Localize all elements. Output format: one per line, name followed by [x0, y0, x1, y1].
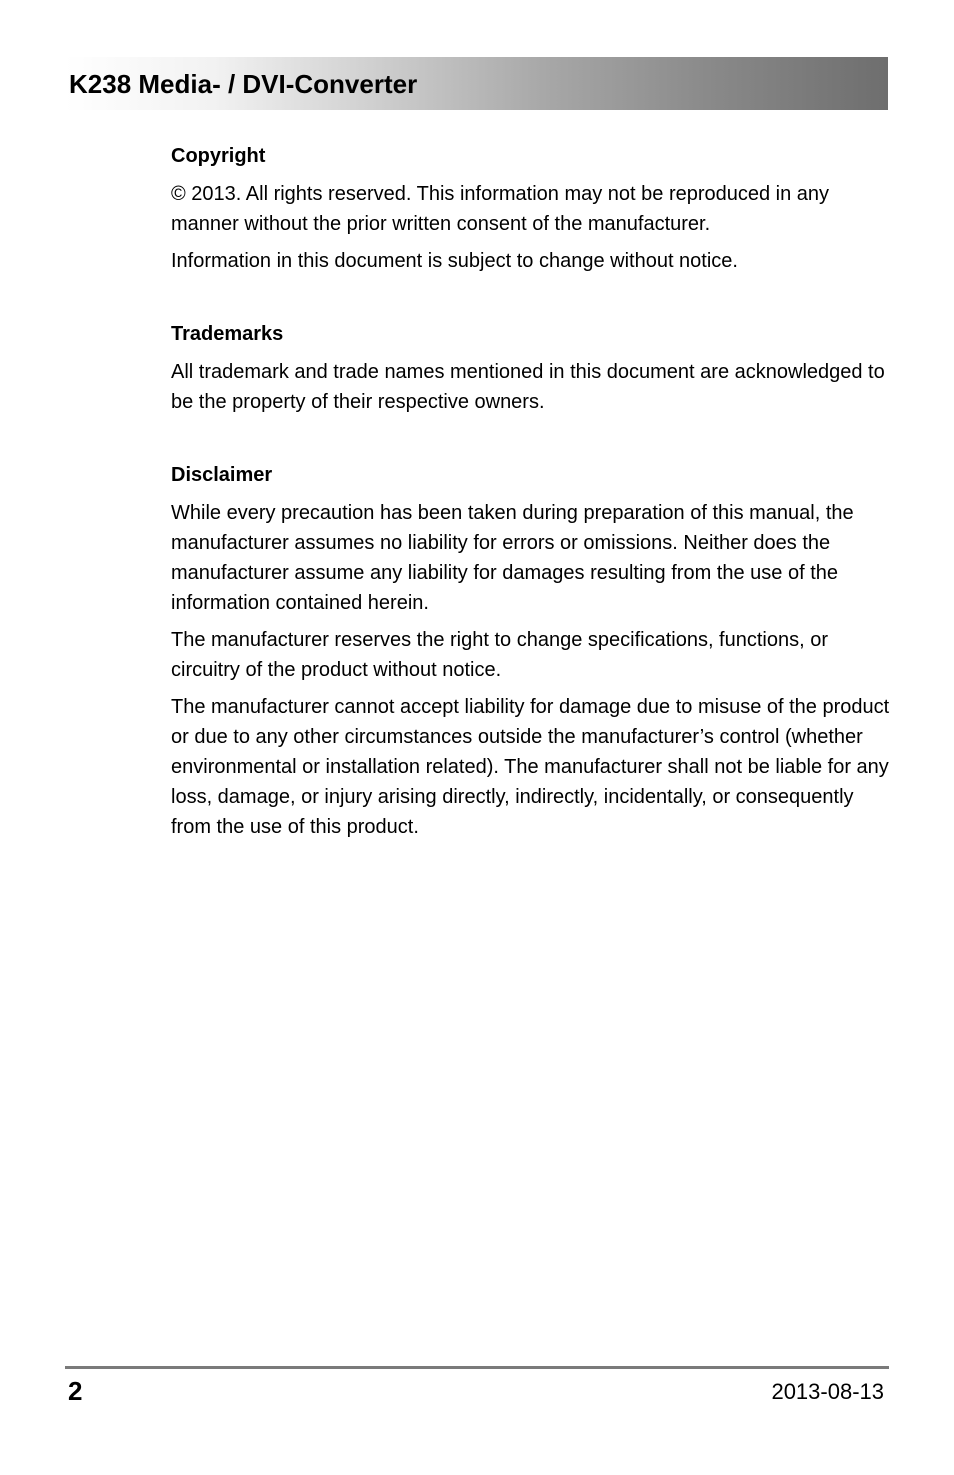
disclaimer-heading: Disclaimer — [171, 464, 273, 486]
footer-divider — [65, 1366, 889, 1369]
trademarks-paragraph: All trademark and trade names mentioned in this document are acknowledged to be the property of their respective owners. — [171, 361, 885, 413]
footer-date: 2013-08-13 — [771, 1379, 884, 1404]
disclaimer-section — [171, 461, 891, 842]
trademarks-section — [171, 320, 891, 417]
copyright-paragraph: © 2013. All rights reserved. This information may not be reproduced in any manner without the prior written consent of the manufacturer. — [171, 183, 830, 235]
trademarks-heading: Trademarks — [171, 323, 284, 345]
header-bar — [65, 57, 888, 110]
disclaimer-paragraph-2: The manufacturer reserves the right to change specifications, functions, or circuitry of the product without notice. — [171, 629, 829, 681]
page-number: 2 — [68, 1376, 83, 1406]
copyright-section — [171, 142, 891, 276]
disclaimer-paragraph-1: While every precaution has been taken during preparation of this manual, the manufacturer assumes no liability for errors or omissions. Neither does the manufacturer assume any liability for damages resulting from the use of the information contained herein. — [171, 502, 854, 614]
disclaimer-paragraph-3: The manufacturer cannot accept liability for damage due to misuse of the product or due to any other circumstances outside the manufacturer’s control (whether environmental or installation related). The manufacturer shall not be liable for any loss, damage, or injury arising directly, indirectly, incidentally, or consequently from the use of this product. — [171, 696, 890, 838]
page-content — [171, 142, 891, 849]
copyright-heading: Copyright — [171, 145, 266, 167]
copyright-notice-paragraph: Information in this document is subject to change without notice. — [171, 250, 738, 272]
document-title: K238 Media- / DVI-Converter — [69, 69, 418, 99]
